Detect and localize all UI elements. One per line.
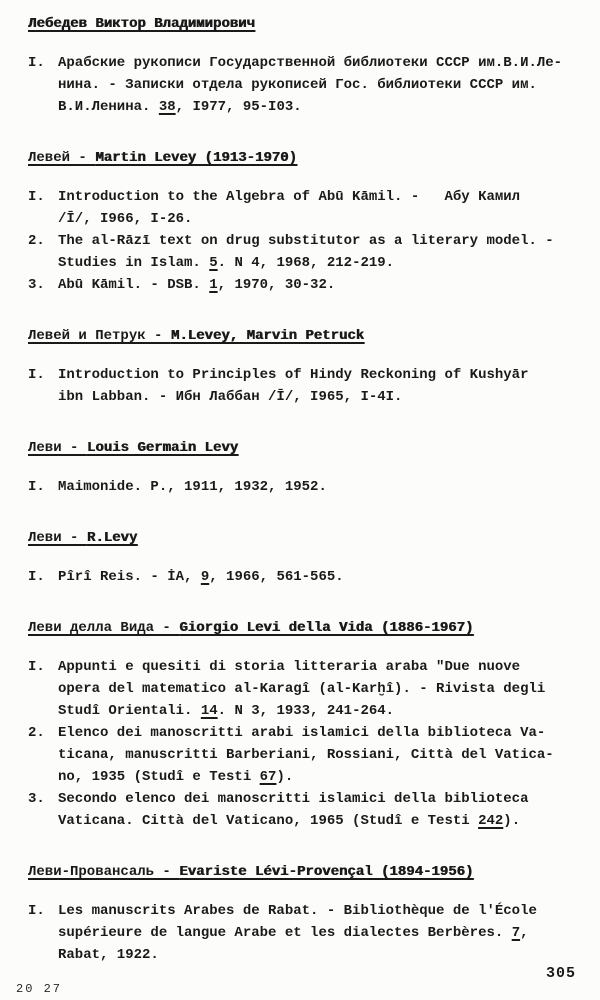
item-line — [58, 900, 582, 922]
text-segment: 1 — [209, 277, 218, 293]
text-segment: В.И.Ленина. — [58, 99, 159, 115]
item-line — [58, 700, 582, 722]
item-number: I. — [28, 479, 45, 495]
item-text — [58, 722, 582, 788]
section-heading — [28, 12, 582, 36]
bibliography-item — [28, 566, 582, 588]
item-text — [58, 52, 582, 118]
bibliography-section — [28, 324, 582, 408]
text-segment: 9 — [200, 569, 210, 585]
section-heading — [28, 436, 582, 460]
bibliography-section — [28, 436, 582, 498]
bibliography-item — [28, 230, 582, 274]
bibliography-item — [28, 52, 582, 118]
text-segment: Леви - — [28, 440, 87, 456]
text-segment: , — [520, 925, 529, 941]
text-segment: Appunti e quesiti di storia litteraria araba "Due nuove — [58, 659, 521, 675]
text-segment: Introduction to Principles of Hindy Reckoning of Kushyār — [58, 367, 529, 383]
item-number: 2. — [28, 233, 45, 249]
item-line — [58, 678, 582, 700]
section-heading — [28, 860, 582, 884]
item-line — [58, 944, 582, 966]
text-segment: Secondo elenco dei manoscritti islamici della biblioteca — [58, 791, 529, 807]
item-number: I. — [28, 367, 45, 383]
item-text — [58, 566, 582, 588]
item-text — [58, 274, 582, 296]
page-number: 305 — [545, 965, 576, 982]
item-number: I. — [28, 55, 45, 71]
text-segment: Левей и Петрук - — [28, 328, 171, 344]
bibliography-section — [28, 12, 582, 118]
text-segment: Studies in Islam. — [58, 255, 210, 271]
section-heading — [28, 526, 582, 550]
item-line — [58, 810, 582, 832]
text-segment: 242 — [478, 813, 504, 829]
item-line — [58, 476, 582, 498]
bibliography-item — [28, 900, 582, 966]
bibliography-section — [28, 860, 582, 966]
item-line — [58, 766, 582, 788]
text-segment: ticana, manuscritti Barberiani, Rossiani, Città del Vatica- — [58, 747, 554, 763]
item-number: 3. — [28, 277, 45, 293]
item-number: I. — [28, 903, 45, 919]
text-segment: , 1966, 561-565. — [209, 569, 344, 585]
text-segment: 5 — [209, 255, 218, 271]
text-segment: . N 4, 1968, 212-219. — [217, 255, 395, 271]
text-segment: Арабские рукописи Государственной библиотеки СССР им.В.И.Ле- — [58, 55, 563, 71]
text-segment: Studî Orientali. — [58, 703, 201, 719]
text-segment: ). — [276, 769, 294, 785]
text-segment: Левей - — [28, 150, 96, 166]
text-segment: 67 — [259, 769, 277, 785]
text-segment: Louis Germain Levy — [86, 440, 239, 456]
text-segment: no, 1935 (Studî e Testi — [58, 769, 260, 785]
text-segment: Abū Kāmil. - DSB. — [58, 277, 210, 293]
text-segment: Леви-Провансаль - — [28, 864, 180, 880]
text-segment: Rabat, 1922. — [58, 947, 159, 963]
item-text — [58, 476, 582, 498]
text-segment: Introduction to the Algebra of Abū Kāmil. - Абу Камил — [58, 189, 521, 205]
bibliography-section — [28, 526, 582, 588]
item-text — [58, 186, 582, 230]
bibliography-item — [28, 788, 582, 832]
item-text — [58, 230, 582, 274]
text-segment: , I977, 95-I03. — [175, 99, 302, 115]
text-segment: R.Levy — [86, 530, 138, 546]
text-segment: Martin Levey (1913-1970) — [95, 150, 297, 166]
text-segment: The al-Rāzī text on drug substitutor as a literary model. - — [58, 233, 554, 249]
text-segment: . N 3, 1933, 241-264. — [217, 703, 395, 719]
item-line — [58, 186, 582, 208]
item-text — [58, 656, 582, 722]
text-segment: ibn Labban. - Ибн Лаббан /Ī/, I965, I-4I. — [58, 389, 403, 405]
item-line — [58, 208, 582, 230]
text-segment: 14 — [200, 703, 218, 719]
text-segment: Леви делла Вида - — [28, 620, 180, 636]
item-line — [58, 52, 582, 74]
item-text — [58, 900, 582, 966]
item-number: I. — [28, 659, 45, 675]
item-line — [58, 274, 582, 296]
item-text — [58, 788, 582, 832]
item-line — [58, 656, 582, 678]
item-line — [58, 74, 582, 96]
section-heading — [28, 616, 582, 640]
item-line — [58, 230, 582, 252]
text-segment: ). — [503, 813, 521, 829]
text-segment: Vaticana. Città del Vaticano, 1965 (Studî e Testi — [58, 813, 479, 829]
text-segment: 7 — [511, 925, 521, 941]
item-line — [58, 252, 582, 274]
text-segment: , 1970, 30-32. — [217, 277, 336, 293]
text-segment: Pîrî Reis. - İA, — [58, 569, 201, 585]
text-segment: opera del matematico al-Karagî (al-Karḫî). - Rivista degli — [58, 681, 546, 697]
section-heading — [28, 146, 582, 170]
footer-mark: 20 27 — [16, 982, 63, 996]
bibliography-item — [28, 476, 582, 498]
text-segment: Леви - — [28, 530, 87, 546]
bibliography-item — [28, 722, 582, 788]
bibliography-item — [28, 364, 582, 408]
bibliography-section — [28, 616, 582, 832]
text-segment: M.Levey, Marvin Petruck — [170, 328, 365, 344]
bibliography-item — [28, 274, 582, 296]
item-line — [58, 96, 582, 118]
item-number: 2. — [28, 725, 45, 741]
item-line — [58, 386, 582, 408]
text-segment: нина. - Записки отдела рукописей Гос. библиотеки СССР им. — [58, 77, 537, 93]
item-line — [58, 722, 582, 744]
bibliography-section — [28, 146, 582, 296]
item-number: I. — [28, 569, 45, 585]
item-text — [58, 364, 582, 408]
text-segment: /Ī/, I966, I-26. — [58, 211, 193, 227]
bibliography-item — [28, 656, 582, 722]
item-line — [58, 744, 582, 766]
item-line — [58, 788, 582, 810]
section-heading — [28, 324, 582, 348]
item-line — [58, 566, 582, 588]
item-line — [58, 922, 582, 944]
bibliography-item — [28, 186, 582, 230]
text-segment: Elenco dei manoscritti arabi islamici della biblioteca Va- — [58, 725, 546, 741]
text-segment: Лебедев Виктор Владимирович — [28, 16, 255, 32]
text-segment: 38 — [158, 99, 176, 115]
text-segment: Giorgio Levi della Vida (1886-1967) — [179, 620, 474, 636]
text-segment: Evariste Lévi-Provençal (1894-1956) — [179, 864, 474, 880]
item-number: 3. — [28, 791, 45, 807]
text-segment: Maimonide. P., 1911, 1932, 1952. — [58, 479, 327, 495]
text-segment: supérieure de langue Arabe et les dialectes Berbères. — [58, 925, 512, 941]
item-number: I. — [28, 189, 45, 205]
text-segment: Les manuscrits Arabes de Rabat. - Bibliothèque de l'École — [58, 903, 537, 919]
item-line — [58, 364, 582, 386]
